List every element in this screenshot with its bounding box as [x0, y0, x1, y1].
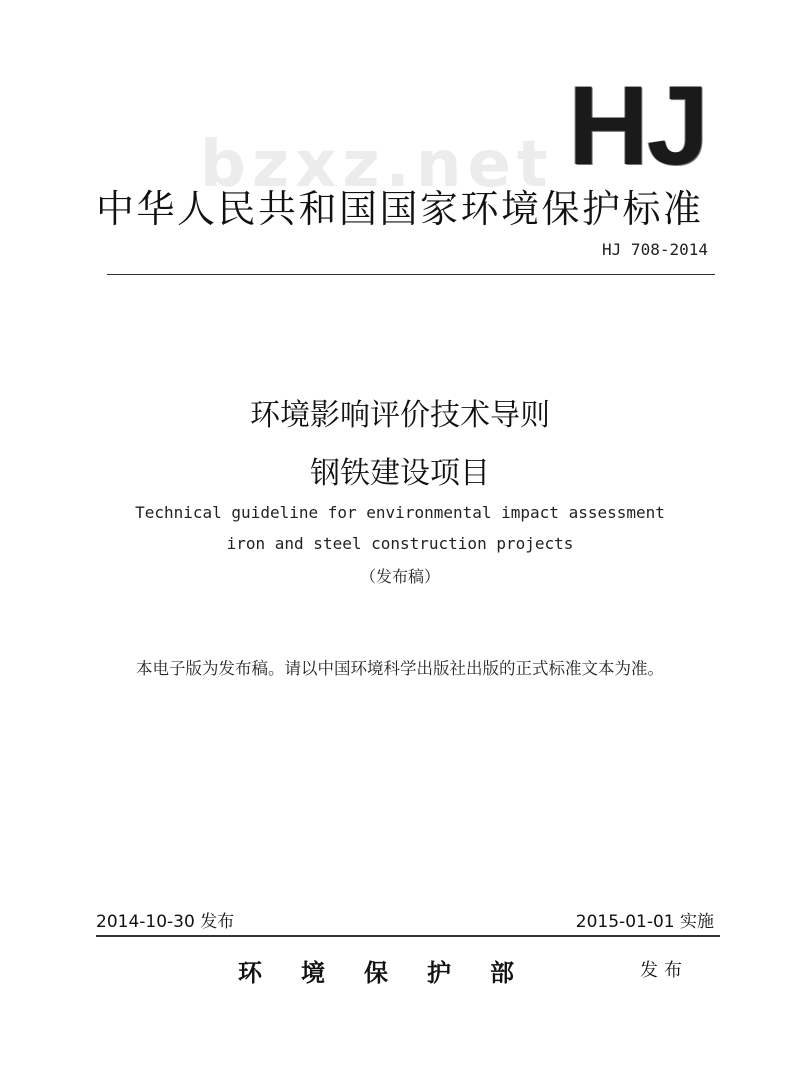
effective-date: 2015-01-01 实施 [575, 912, 714, 932]
hj-logo: HJ [568, 63, 708, 188]
standard-code: HJ 708-2014 [602, 240, 708, 259]
issuing-authority: 环境保护部 [238, 958, 553, 987]
top-divider [107, 274, 715, 275]
document-title-zh-line1: 环境影响评价技术导则 [250, 398, 550, 433]
document-title-en-line1: Technical guideline for environmental impact assessment [135, 503, 665, 522]
document-title-en-line2: iron and steel construction projects [226, 534, 574, 553]
document-title-zh-line2: 钢铁建设项目 [310, 456, 490, 491]
standard-category-title: 中华人民共和国国家环境保护标准 [96, 187, 704, 231]
draft-note: （发布稿） [359, 567, 440, 586]
issued-date: 2014-10-30 发布 [96, 912, 235, 932]
bottom-divider [96, 935, 720, 937]
watermark: bzxz.net [200, 128, 554, 202]
issue-label: 发布 [640, 960, 688, 981]
edition-notice: 本电子版为发布稿。请以中国环境科学出版社出版的正式标准文本为准。 [136, 659, 664, 678]
